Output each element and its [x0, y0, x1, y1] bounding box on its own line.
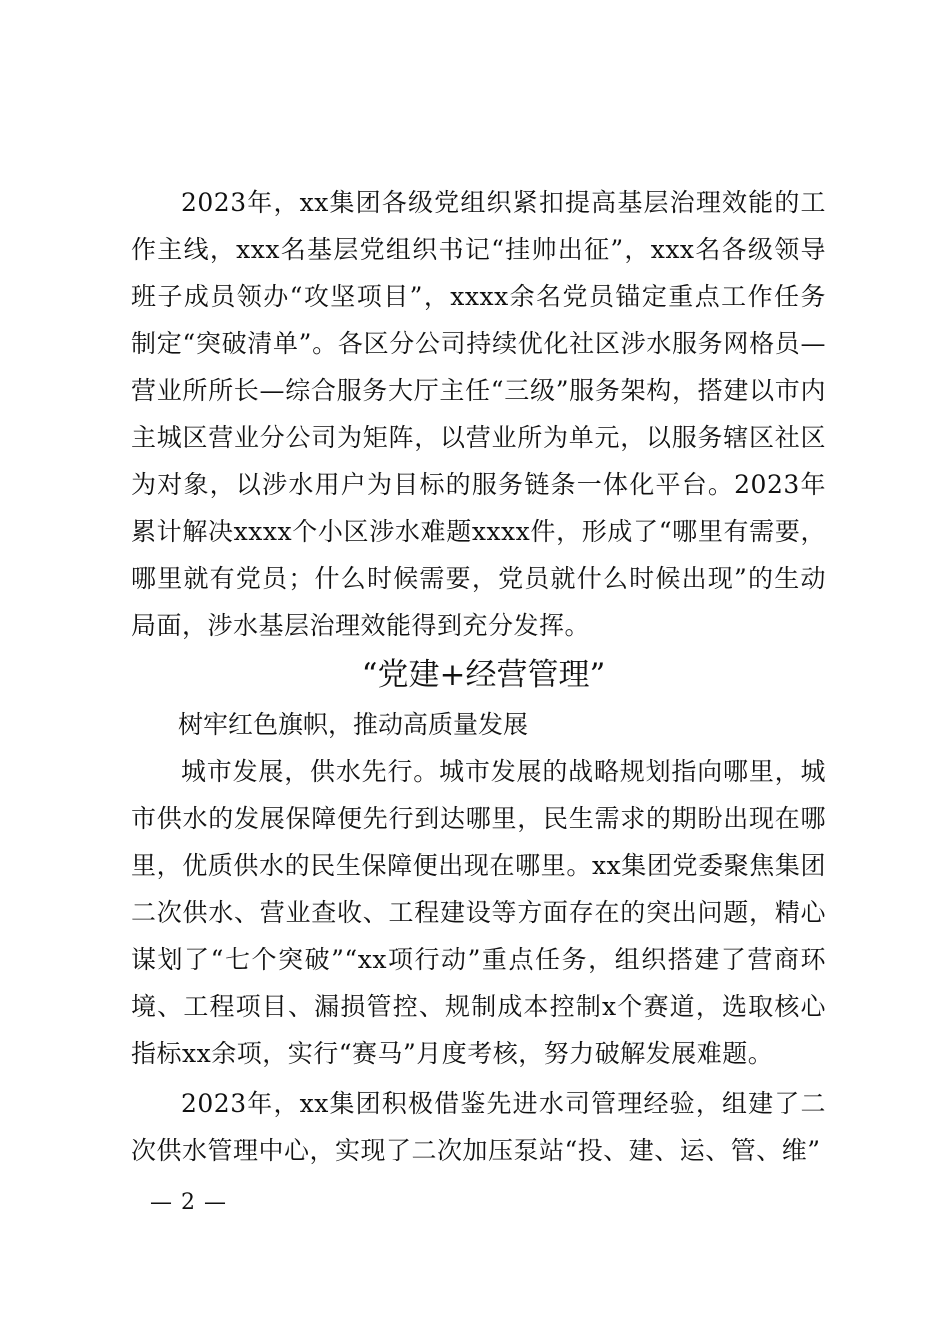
document-body [131, 179, 826, 1174]
paragraph-party-governance: 2023年，xx集团各级党组织紧扣提高基层治理效能的工作主线，xxx名基层党组织书记“挂帅出征”，xxx名各级领导班子成员领办“攻坚项目”，xxxx余名党员锚定重点工作任务制定“突破清单”。各区分公司持续优化社区涉水服务网格员—营业所所长—综合服务大厅主任“三级”服务架构，搭建以市内主城区营业分公司为矩阵，以营业所为单元，以服务辖区社区为对象，以涉水用户为目标的服务链条一体化平台。2023年累计解决xxxx个小区涉水难题xxxx件，形成了“哪里有需要，哪里就有党员；什么时候需要，党员就什么时候出现”的生动局面，涉水基层治理效能得到充分发挥。 [131, 188, 826, 640]
section-heading: “党建+经营管理” [361, 657, 606, 693]
paragraph-secondary-supply: 2023年，xx集团积极借鉴先进水司管理经验，组建了二次供水管理中心，实现了二次加压泵站“投、建、运、管、维” [131, 1089, 826, 1165]
section-subheading: 树牢红色旗帜，推动高质量发展 [178, 710, 529, 739]
paragraph-city-water-supply: 城市发展，供水先行。城市发展的战略规划指向哪里，城市供水的发展保障便先行到达哪里，民生需求的期盼出现在哪里，优质供水的民生保障便出现在哪里。xx集团党委聚焦集团二次供水、营业查收、工程建设等方面存在的突出问题，精心谋划了“七个突破”“xx项行动”重点任务，组织搭建了营商环境、工程项目、漏损管控、规制成本控制x个赛道，选取核心指标xx余项，实行“赛马”月度考核，努力破解发展难题。 [131, 757, 826, 1068]
page-number: — 2 — [150, 1190, 227, 1215]
